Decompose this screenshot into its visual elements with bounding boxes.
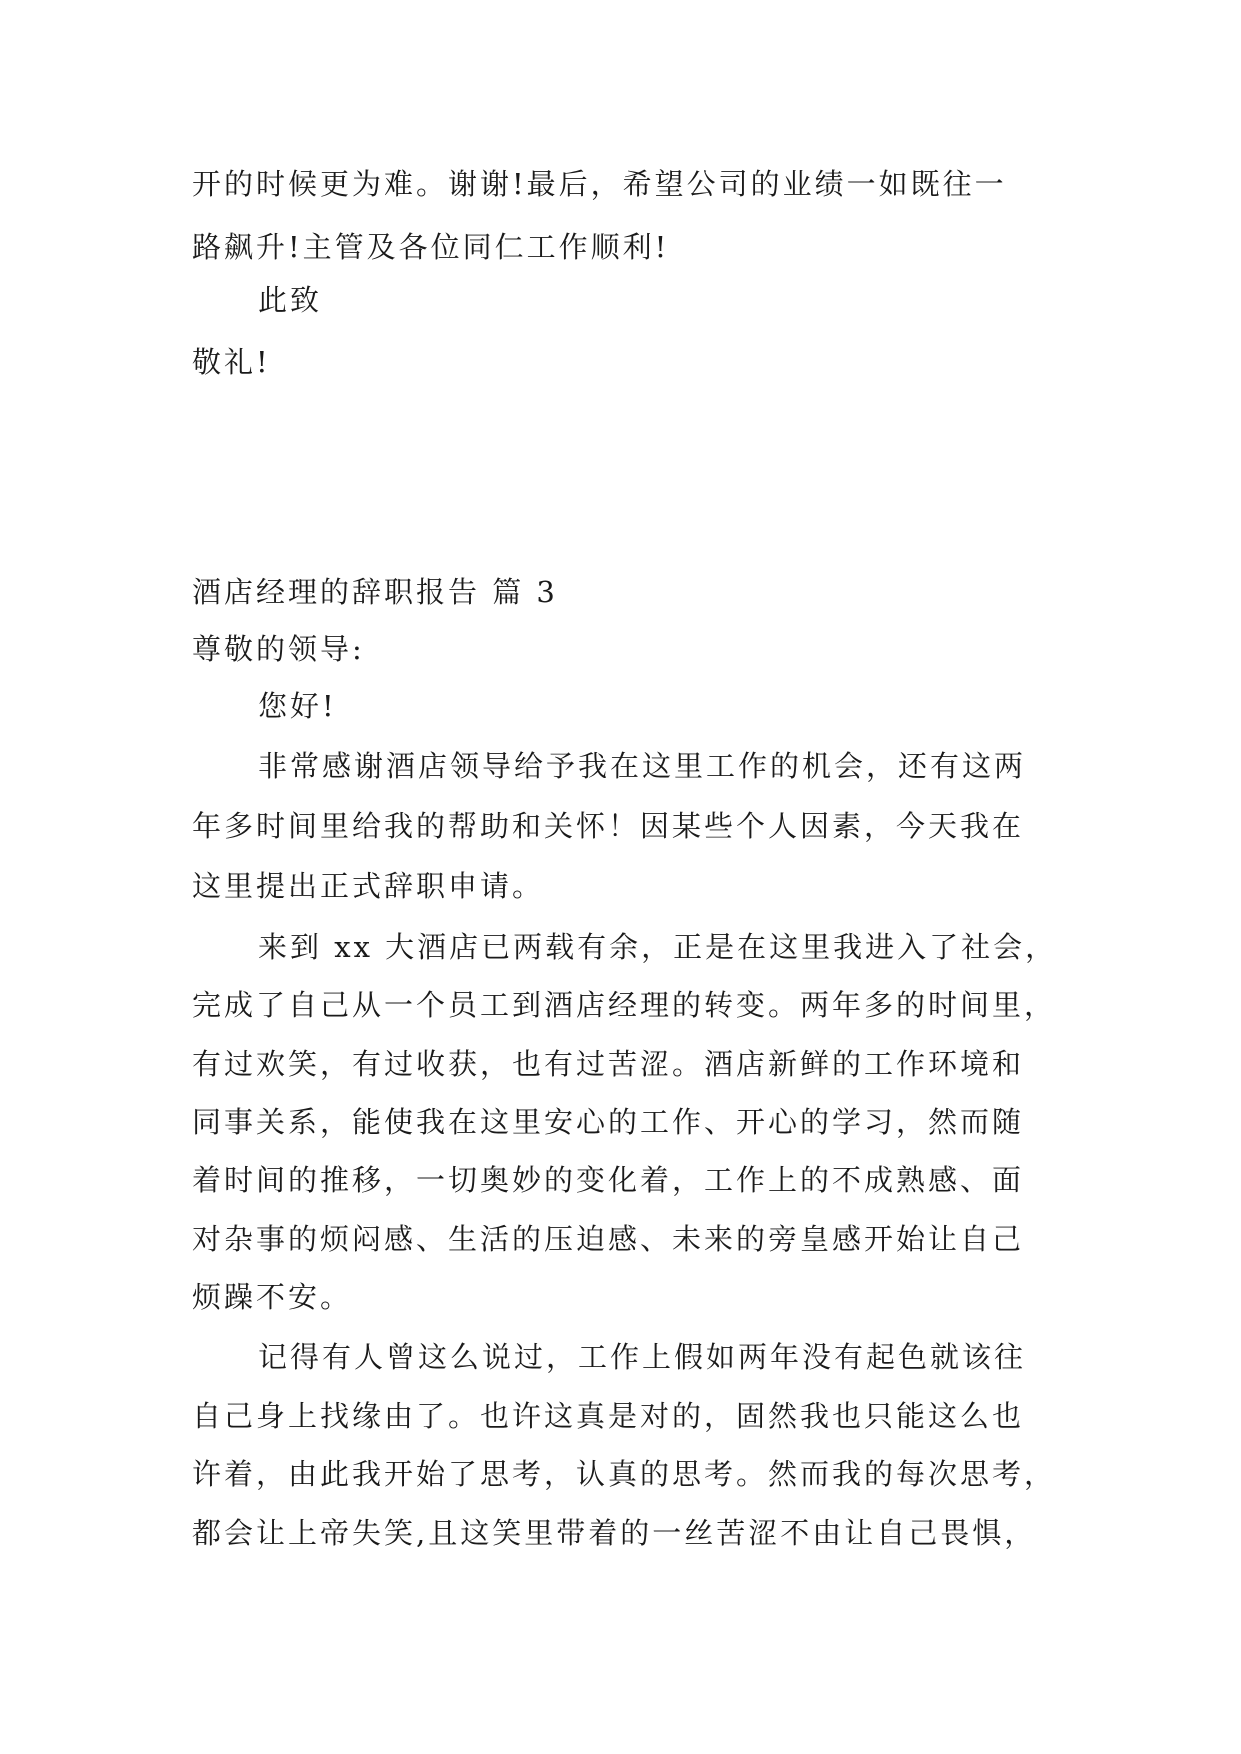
paragraph-line: 都会让上帝失笑,且这笑里带着的一丝苦涩不由让自己畏惧， <box>192 1516 1037 1550</box>
paragraph-line: 路飙升!主管及各位同仁工作顺利! <box>192 230 670 264</box>
paragraph-line: 来到 xx 大酒店已两载有余，正是在这里我进入了社会， <box>258 930 1058 964</box>
salutation: 尊敬的领导: <box>192 632 365 666</box>
paragraph-line: 完成了自己从一个员工到酒店经理的转变。两年多的时间里， <box>192 988 1057 1022</box>
paragraph-line: 有过欢笑，有过收获，也有过苦涩。酒店新鲜的工作环境和 <box>192 1047 1025 1081</box>
paragraph-line: 烦躁不安。 <box>192 1280 353 1314</box>
greeting: 您好! <box>258 689 337 723</box>
section-title: 酒店经理的辞职报告 篇 3 <box>192 575 558 609</box>
paragraph-line: 开的时候更为难。谢谢!最后，希望公司的业绩一如既往一 <box>192 167 1007 201</box>
paragraph-line: 许着，由此我开始了思考，认真的思考。然而我的每次思考， <box>192 1457 1057 1491</box>
paragraph-line: 这里提出正式辞职申请。 <box>192 869 545 903</box>
closing-salute: 敬礼! <box>192 345 271 379</box>
paragraph-line: 年多时间里给我的帮助和关怀！因某些个人因素，今天我在 <box>192 809 1025 843</box>
paragraph-line: 着时间的推移，一切奥妙的变化着，工作上的不成熟感、面 <box>192 1163 1025 1197</box>
paragraph-line: 记得有人曾这么说过，工作上假如两年没有起色就该往 <box>258 1340 1027 1374</box>
paragraph-line: 对杂事的烦闷感、生活的压迫感、未来的旁皇感开始让自己 <box>192 1222 1025 1256</box>
paragraph-line: 同事关系，能使我在这里安心的工作、开心的学习，然而随 <box>192 1105 1025 1139</box>
paragraph-line: 非常感谢酒店领导给予我在这里工作的机会，还有这两 <box>258 749 1027 783</box>
closing-line: 此致 <box>258 283 323 317</box>
paragraph-line: 自己身上找缘由了。也许这真是对的，固然我也只能这么也 <box>192 1399 1025 1433</box>
